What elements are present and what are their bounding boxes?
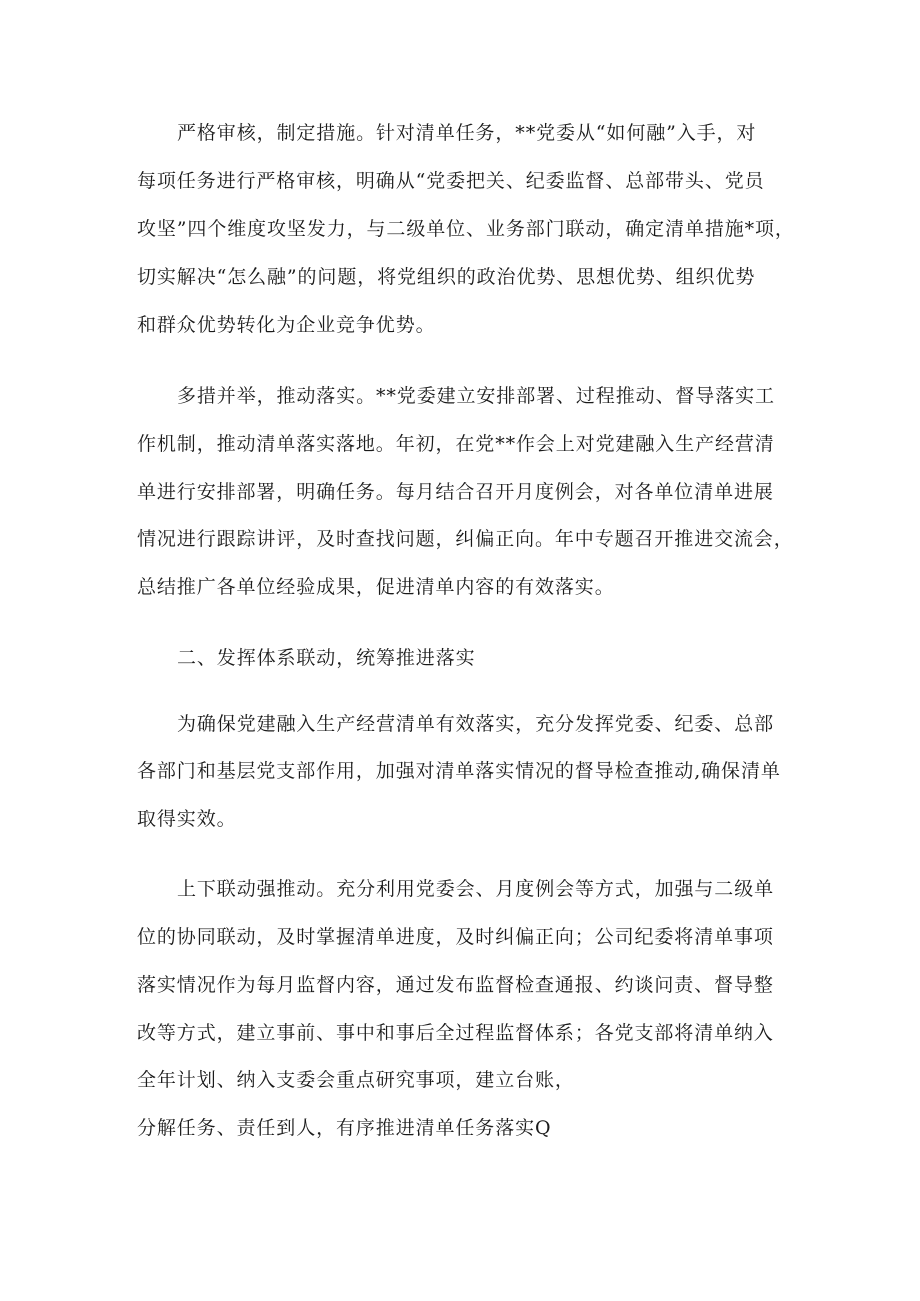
paragraph-3-line-3: 取得实效。 (137, 808, 237, 830)
paragraph-4-line-6: 分解任务、责任到人，有序推进清单任务落实Q (137, 1117, 552, 1139)
paragraph-4-line-3: 落实情况作为每月监督内容，通过发布监督检查通报、约谈问责、督导整 (137, 974, 774, 996)
paragraph-1-line-4: 切实解决“怎么融”的问题，将党组织的政治优势、思想优势、组织优势 (137, 266, 756, 288)
paragraph-2-line-2: 作机制，推动清单落实落地。年初，在党**作会上对党建融入生产经营清 (137, 433, 775, 455)
paragraph-4-line-2: 位的协同联动，及时掌握清单进度，及时纠偏正向；公司纪委将清单事项 (137, 926, 774, 948)
paragraph-4-line-1: 上下联动强推动。充分利用党委会、月度例会等方式，加强与二级单 (177, 878, 775, 900)
section-heading: 二、发挥体系联动，统筹推进落实 (177, 647, 476, 669)
paragraph-3-line-1: 为确保党建融入生产经营清单有效落实，充分发挥党委、纪委、总部 (177, 713, 775, 735)
paragraph-2-line-5: 总结推广各单位经验成果，促进清单内容的有效落实。 (137, 576, 615, 598)
paragraph-4-line-4: 改等方式，建立事前、事中和事后全过程监督体系；各党支部将清单纳入 (137, 1022, 774, 1044)
paragraph-3-line-2: 各部门和基层党支部作用，加强对清单落实情况的督导检查推动,确保清单 (137, 760, 781, 782)
paragraph-4-line-5: 全年计划、纳入支委会重点研究事项，建立台账， (137, 1069, 575, 1091)
paragraph-1-line-3: 攻坚”四个维度攻坚发力，与二级单位、业务部门联动，确定清单措施*项， (137, 218, 795, 240)
paragraph-2-line-1: 多措并举，推动落实。**党委建立安排部署、过程推动、督导落实工 (177, 385, 775, 407)
paragraph-1-line-5: 和群众优势转化为企业竞争优势。 (137, 314, 436, 336)
paragraph-2-line-4: 情况进行跟踪讲评，及时查找问题，纠偏正向。年中专题召开推进交流会， (137, 528, 794, 550)
paragraph-1-line-1: 严格审核，制定措施。针对清单任务，**党委从“如何融”入手，对 (177, 122, 757, 144)
paragraph-2-line-3: 单进行安排部署，明确任务。每月结合召开月度例会，对各单位清单进展 (137, 481, 774, 503)
paragraph-1-line-2: 每项任务进行严格审核，明确从“党委把关、纪委监督、总部带头、党员 (137, 170, 765, 192)
